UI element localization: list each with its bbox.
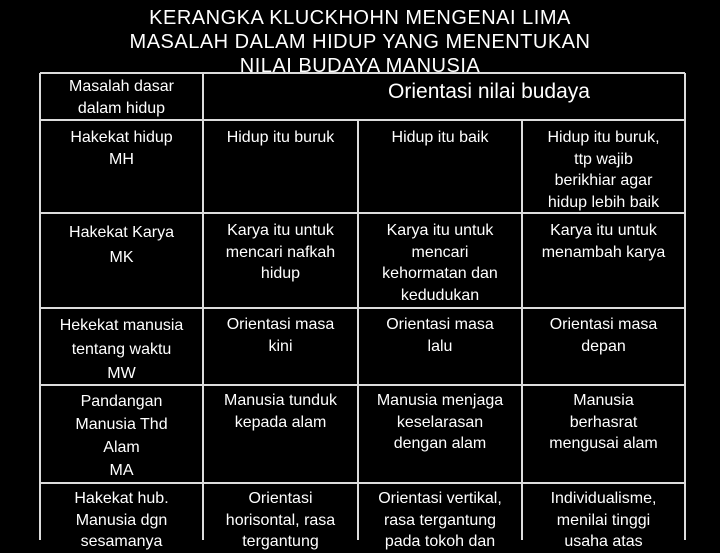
- table-cell: Orientasi horisontal, rasa tergantung: [225, 490, 336, 550]
- row-problem: Hakekat hub. Manusia dgn sesamanya: [74, 490, 169, 550]
- table-cell: Karya itu untuk mencari nafkah hidup: [225, 222, 336, 282]
- table-cell: Orientasi masa lalu: [386, 316, 494, 355]
- header-value-orientation: Orientasi nilai budaya: [388, 80, 590, 103]
- table-cell: Individualisme, menilai tinggi usaha atas: [550, 490, 657, 550]
- page-title: KERANGKA KLUCKHOHN MENGENAI LIMA MASALAH DALAM HIDUP YANG MENENTUKAN NILAI BUDAYA MANUSIA: [129, 7, 591, 77]
- table-cell: Manusia berhasrat mengusai alam: [549, 392, 658, 452]
- table-cell: Orientasi vertikal, rasa tergantung pada tokoh dan: [378, 490, 502, 550]
- table-cell: Manusia tunduk kepada alam: [224, 392, 337, 431]
- header-problem: Masalah dasar dalam hidup: [69, 78, 174, 117]
- row-problem: Pandangan Manusia Thd Alam MA: [75, 393, 168, 479]
- table-cell: Karya itu untuk menambah karya: [541, 222, 666, 261]
- table-cell: Manusia menjaga keselarasan dengan alam: [376, 392, 504, 452]
- row-problem: Hekekat manusia tentang waktu MW: [59, 317, 184, 382]
- table-cell: Karya itu untuk mencari kehormatan dan kedudukan: [382, 222, 498, 304]
- table-cell: Hidup itu buruk: [226, 129, 335, 146]
- table-cell: Orientasi masa kini: [226, 316, 335, 355]
- table-cell: Orientasi masa depan: [549, 316, 658, 355]
- table-cell: Hidup itu buruk, ttp wajib berikhiar agar hidup lebih baik: [547, 129, 660, 211]
- table-cell: Hidup itu baik: [391, 129, 489, 146]
- row-problem: Hakekat Karya MK: [69, 224, 174, 266]
- row-problem: Hakekat hidup MH: [70, 129, 173, 168]
